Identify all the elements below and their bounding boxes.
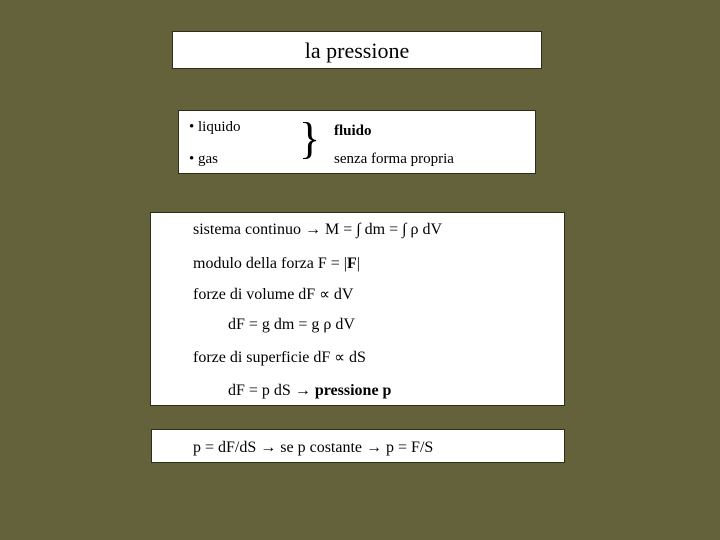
volume-forces-suffix: dV (333, 286, 354, 303)
pressure-label: pressione p (314, 382, 392, 399)
surface-forces-line (193, 348, 366, 367)
surface-forces-suffix: dS (349, 349, 366, 366)
modulus-vector: F (346, 255, 357, 272)
volume-forces-prefix: forze di volume dF (193, 286, 316, 303)
proportional-icon: ∝ (319, 285, 330, 303)
main-box (150, 212, 565, 406)
pressure-formula-line (228, 382, 391, 400)
surface-forces-prefix: forze di superficie dF (193, 349, 331, 366)
proportional-icon: ∝ (334, 348, 345, 366)
fluid-label: fluido (334, 123, 372, 139)
force-modulus-line (193, 255, 360, 273)
gas-bullet: • gas (189, 151, 218, 167)
states-box (178, 110, 536, 174)
modulus-suffix: | (356, 255, 360, 272)
title-box (172, 31, 542, 69)
pressure-formula-prefix: dF = p dS → (228, 382, 315, 399)
fluid-description: senza forma propria (334, 151, 454, 167)
slide-title: la pressione (304, 38, 410, 63)
volume-forces-line (193, 285, 353, 304)
brace: } (299, 114, 321, 163)
bottom-box (151, 429, 565, 463)
liquid-bullet: • liquido (189, 119, 241, 135)
pressure-definition-line: p = dF/dS → se p costante → p = F/S (193, 439, 434, 456)
modulus-prefix: modulo della forza F = | (193, 255, 347, 272)
continuous-system-line: sistema continuo → M = ∫ dm = ∫ ρ dV (193, 221, 443, 238)
volume-formula-line: dF = g dm = g ρ dV (228, 316, 355, 333)
